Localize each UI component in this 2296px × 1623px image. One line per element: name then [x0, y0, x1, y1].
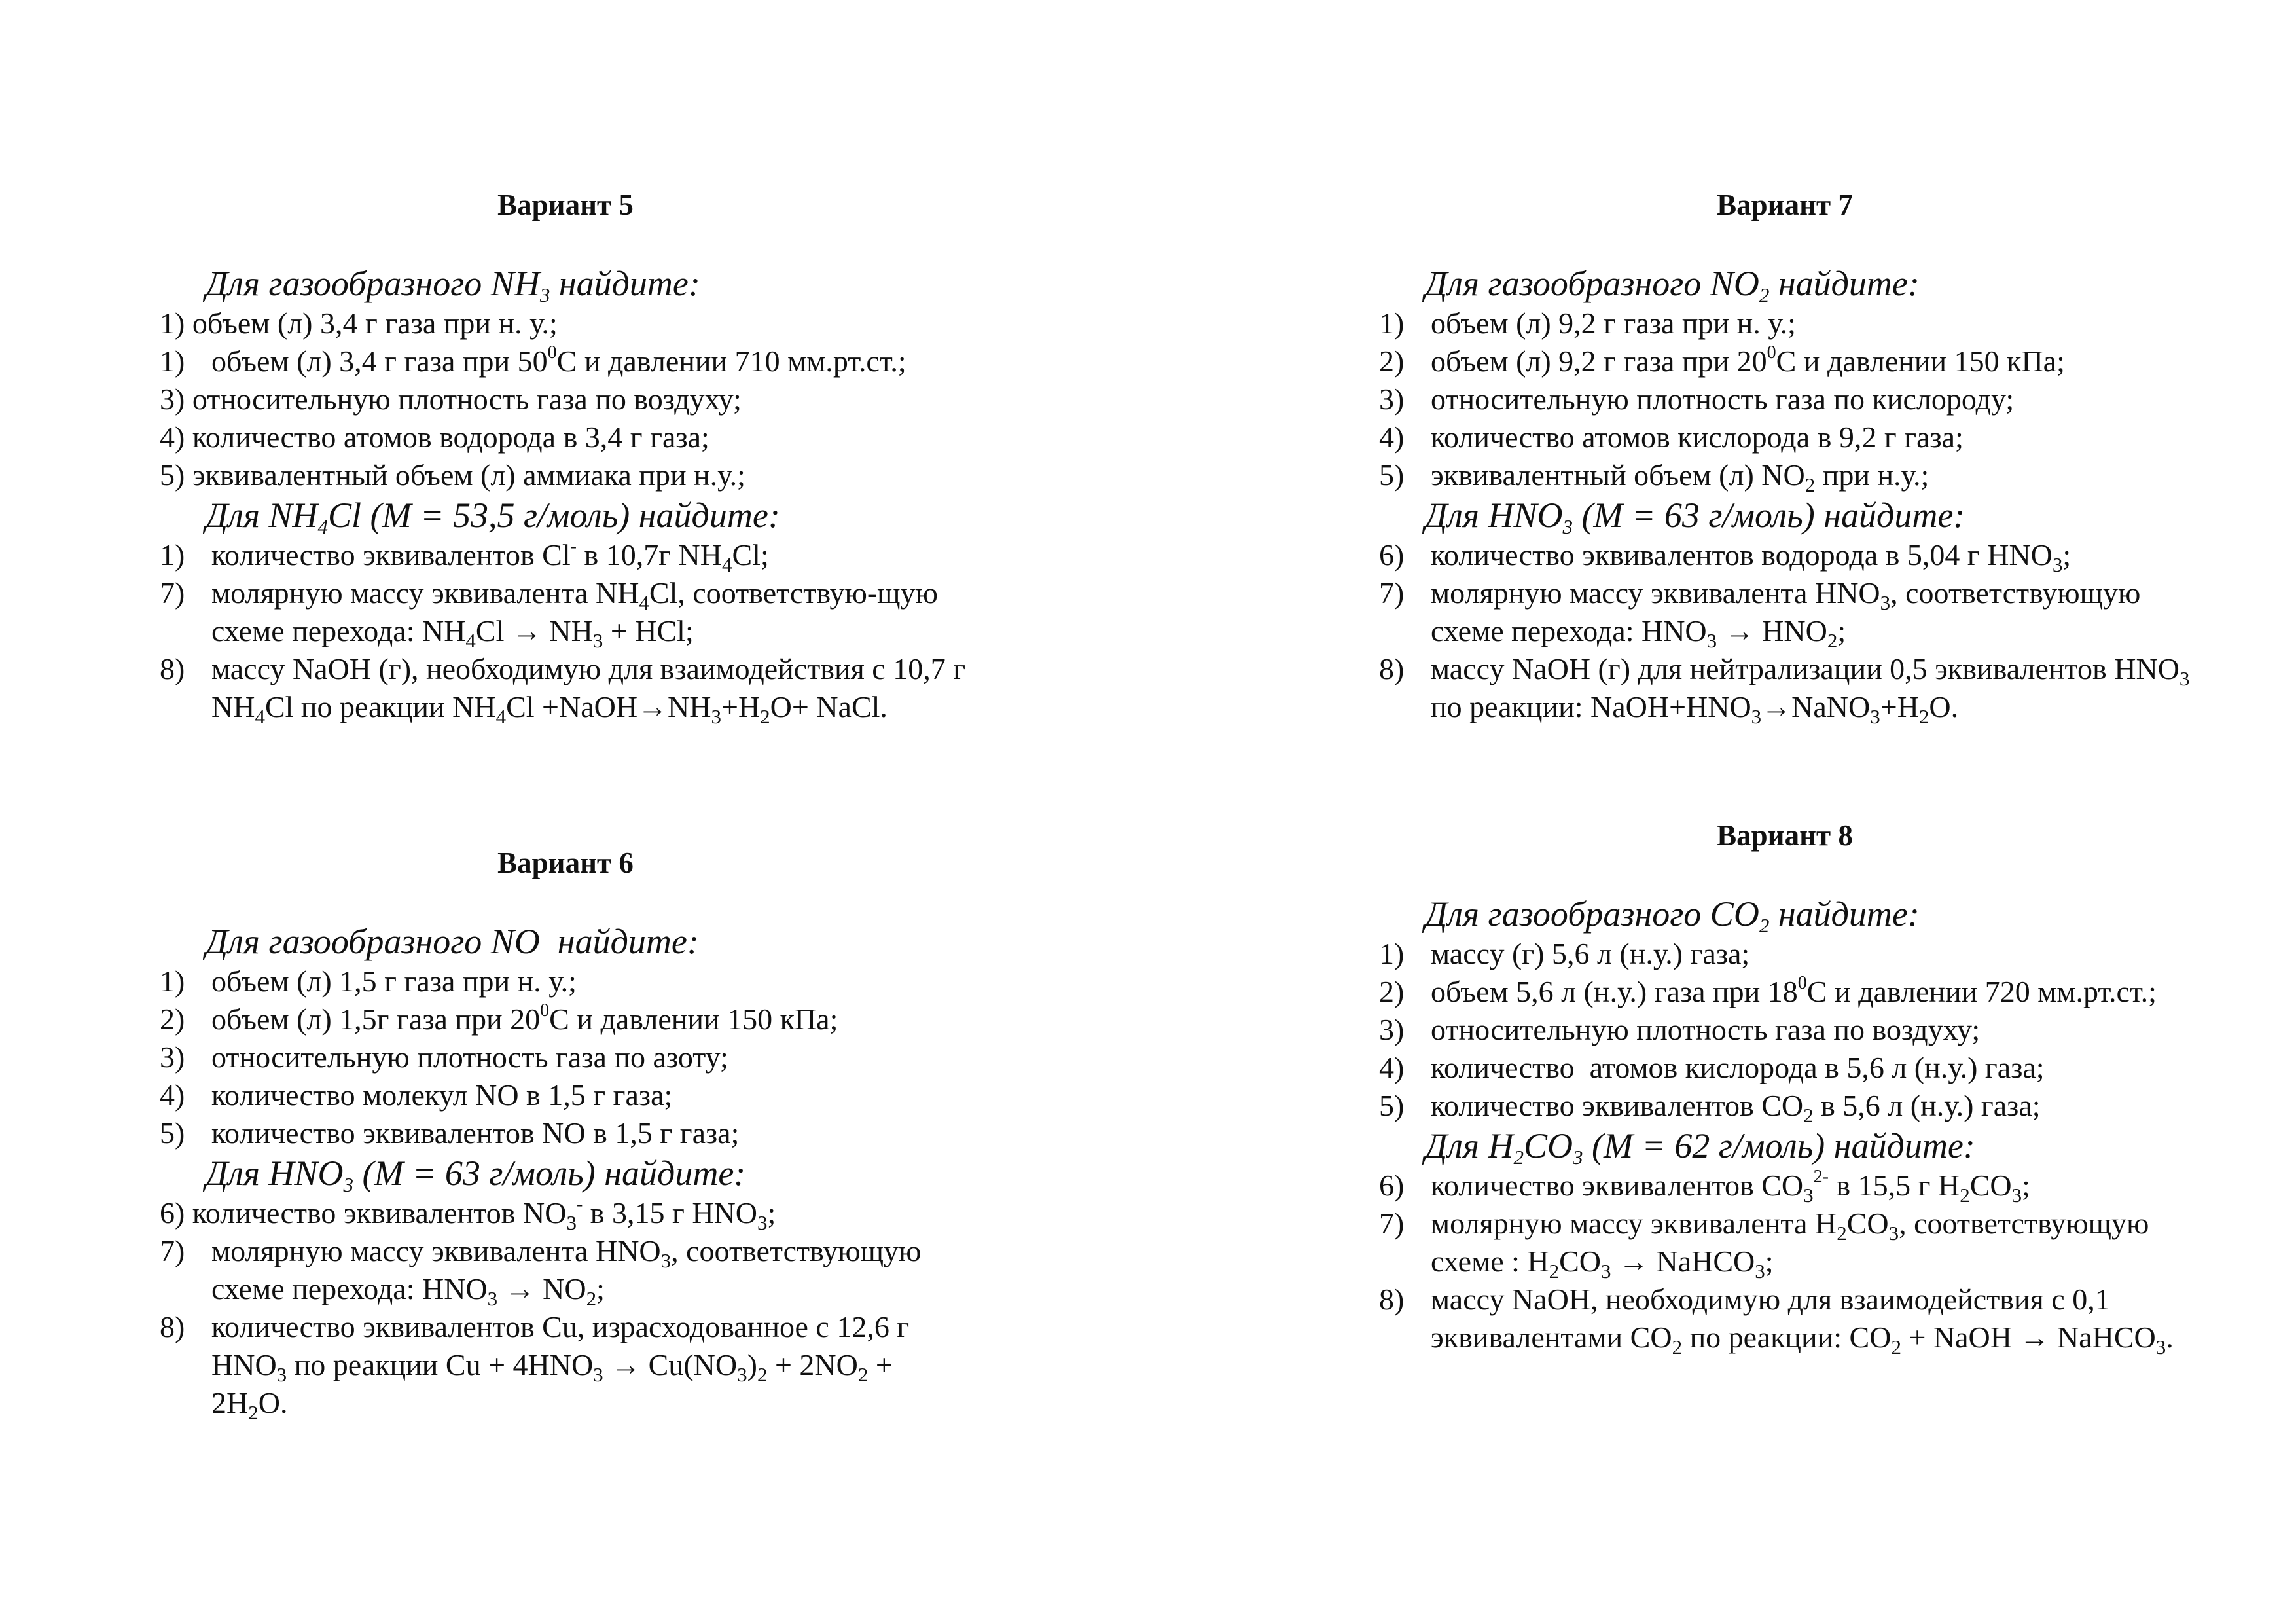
- list-item: 1) объем (л) 1,5 г газа при н. у.;: [160, 964, 577, 998]
- variant-title: Вариант 8: [1717, 819, 1853, 852]
- variant-7: [1379, 187, 2191, 726]
- variant-5: [160, 187, 971, 726]
- task-heading: Для газообразного $NH_3$ найдите:: [206, 264, 700, 306]
- list-item: 1) объем (л) 9,2 г газа при н. у.;: [1379, 306, 1796, 340]
- list-item: 3) относительную плотность газа по азоту;: [160, 1040, 728, 1074]
- task-heading: Для $HNO_3$ (M = 63 г/моль) найдите:: [206, 1154, 746, 1196]
- list-item: 4) количество атомов кислорода в 5,6 л (н.у.) газа;: [1379, 1051, 2045, 1084]
- task-heading: Для газообразного $NO_2$ найдите:: [1425, 264, 1920, 306]
- variant-title: Вариант 5: [497, 189, 634, 221]
- list-item: 4) количество молекул NO в 1,5 г газа;: [160, 1078, 673, 1112]
- list-item: 2) объем (л) 9,2 г газа при $20^0С$ и давлении 150 кПа;: [1379, 342, 2065, 378]
- list-item: 5) количество эквивалентов NO в 1,5 г газа;: [160, 1116, 740, 1150]
- list-item: 6) количество эквивалентов $NO_3^-$ в 3,15 г $HNO_3$;: [160, 1194, 776, 1234]
- task-heading: Для $NH_4Cl$ (M = 53,5 г/моль) найдите:: [206, 496, 780, 538]
- list-item: 7) молярную массу эквивалента $HNO_3$, соответствующую схеме перехода: $HNO_3 \to NO_2$;: [160, 1234, 922, 1310]
- variant-6: [160, 845, 971, 1422]
- list-item: 7) молярную массу эквивалента $HNO_3$, соответствующую схеме перехода: $HNO_3 \to HNO_2$;: [1379, 576, 2141, 652]
- task-heading: Для газообразного $CO_2$ найдите:: [1425, 894, 1920, 937]
- list-item: 7) молярную массу эквивалента $H_2CO_3$, соответствующую схеме : $H_2CO_3$ → NaHCO$_3$;: [1379, 1207, 2149, 1283]
- variant-title: Вариант 7: [1717, 189, 1853, 221]
- list-item: 1) массу (г) 5,6 л (н.у.) газа;: [1379, 937, 1750, 970]
- task-heading: Для $H_2CO_3$ (M = 62 г/моль) найдите:: [1425, 1126, 1975, 1169]
- list-item: 3) относительную плотность газа по воздуху;: [1379, 1013, 1981, 1046]
- task-heading: Для $HNO_3$ (M = 63 г/моль) найдите:: [1425, 496, 1965, 538]
- list-item: 8) массу NaOH (г), необходимую для взаимодействия с 10,7 г $NH_4Cl$ по реакции $NH_4Cl$ $+NaOH\to NH_3+H_2O+$ NaCl.: [160, 652, 966, 728]
- list-item: 7) молярную массу эквивалента $NH_4Cl$, соответствую-щую схеме перехода: $NH_4Cl \to NH_3$ + HCl;: [160, 576, 938, 652]
- list-item: 4) количество атомов кислорода в 9,2 г газа;: [1379, 420, 1964, 454]
- list-item: 8) количество эквивалентов Cu, израсходованное с 12,6 г $HNO_3$ по реакции $Cu + 4HNO_3 \to Cu(NO_3)_2 + 2NO_2 + 2H_2O$.: [160, 1310, 910, 1424]
- list-item: 1) объем (л) 3,4 г газа при н. у.;: [160, 306, 558, 340]
- list-item: 3) относительную плотность газа по кислороду;: [1379, 382, 2015, 416]
- list-item: 6) количество эквивалентов водорода в 5,04 г $HNO_3$;: [1379, 538, 2072, 576]
- variant-8: [1379, 817, 2191, 1357]
- list-item: 8) массу NaOH, необходимую для взаимодействия с 0,1 эквивалентами $CO_2$ по реакции: $CO_2$ + NaOH → NaHCO$_3$.: [1379, 1283, 2174, 1359]
- list-item: 1) объем (л) 3,4 г газа при $50^0С$ и давлении 710 мм.рт.ст.;: [160, 342, 906, 378]
- list-item: 5) количество эквивалентов $CO_2$ в 5,6 л (н.у.) газа;: [1379, 1089, 2041, 1127]
- list-item: 1) количество эквивалентов Cl- в 10,7г $NH_4Cl$;: [160, 536, 769, 576]
- list-item: 2) объем (л) 1,5г газа при $20^0С$ и давлении 150 кПа;: [160, 1000, 838, 1036]
- list-item: 4) количество атомов водорода в 3,4 г газа;: [160, 420, 709, 454]
- list-item: 8) массу NaOH (г) для нейтрализации 0,5 эквивалентов $HNO_3$ по реакции: $NaOH+HNO_3\to NaNO_3+H_2O$.: [1379, 652, 2190, 728]
- list-item: 2) объем 5,6 л (н.у.) газа при $18^0С$ и давлении 720 мм.рт.ст.;: [1379, 973, 2157, 1008]
- list-item: 5) эквивалентный объем (л) аммиака при н.у.;: [160, 458, 745, 492]
- task-heading: Для газообразного NO найдите:: [206, 922, 699, 961]
- list-item: 3) относительную плотность газа по воздуху;: [160, 382, 742, 416]
- variant-title: Вариант 6: [497, 847, 634, 879]
- list-item: 6) количество эквивалентов $CO_3^{2-}$ в 15,5 г $H_2CO_3$;: [1379, 1167, 2030, 1207]
- list-item: 5) эквивалентный объем (л) $NO_2$ при н.у.;: [1379, 458, 1929, 496]
